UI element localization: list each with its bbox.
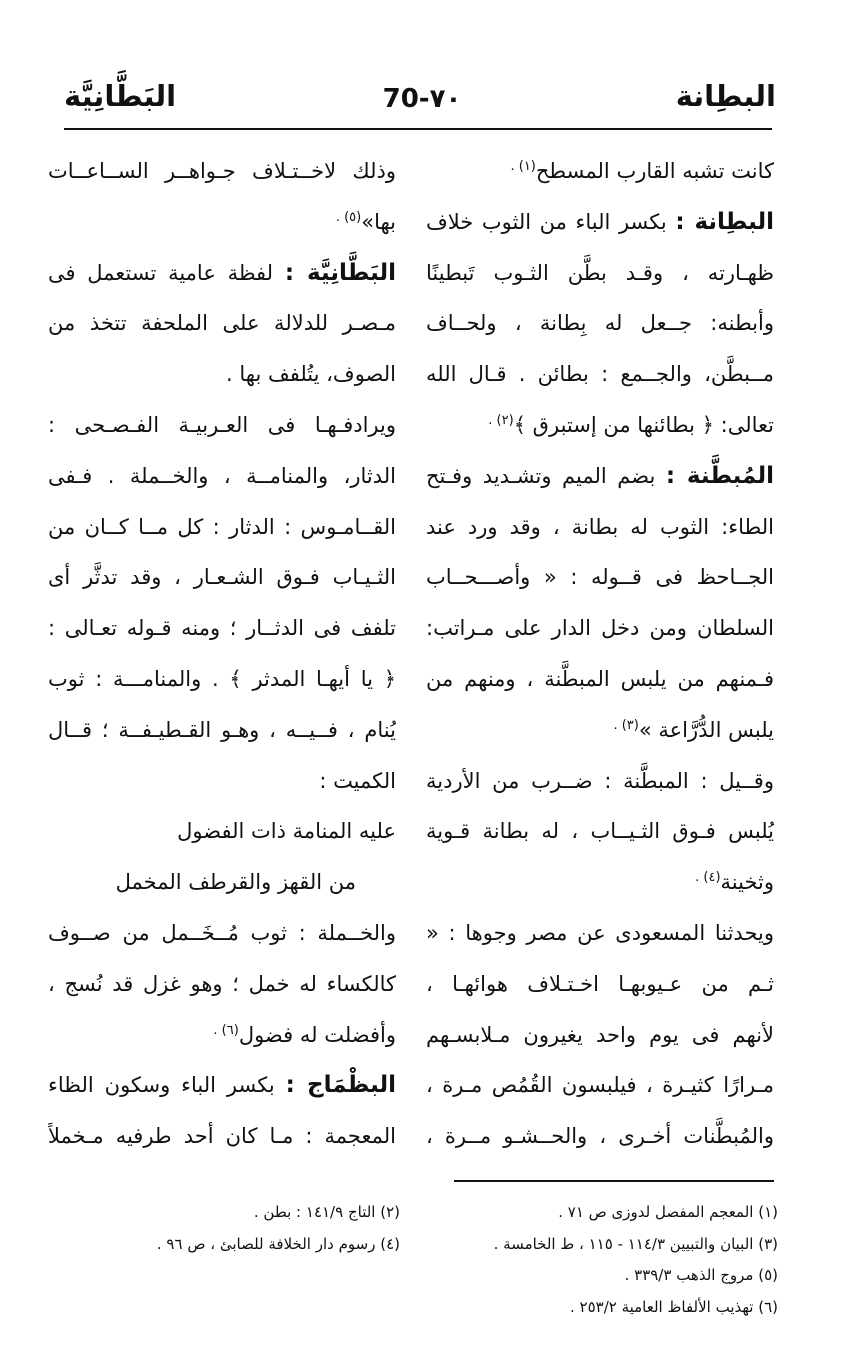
text-line: البَطَّانِيَّة : لفظة عامية تستعمل فى <box>48 259 396 286</box>
text-line: الدثار، والمنامــة ، والخــملة . فـفى <box>48 463 396 488</box>
text-line: تلفف فى الدثــار ؛ ومنه قـوله تعـالى : <box>48 616 396 641</box>
text-line: ويرادفـهـا فى العـربيـة الفـصـحى : <box>48 412 396 437</box>
text-line: القــامـوس : الدثار : كل مــا كــان من <box>48 514 396 539</box>
footnote-ref: (٢) . <box>488 412 514 428</box>
footnote-ref: (١) . <box>510 159 536 174</box>
text-line: كالكساء له خمل ؛ وهو غزل قد نُسج ، <box>48 971 396 996</box>
running-head-left: البَطَّانِيَّة <box>64 79 177 113</box>
left-column <box>48 146 396 1162</box>
text-line: الكميت : <box>319 768 396 793</box>
footnote-rule <box>454 1180 774 1182</box>
text-line: وذلك لاخــتـلاف جـواهــر الســاعــات <box>48 159 396 183</box>
text-line: وثخينة$^{(٤) .}$ <box>695 870 774 895</box>
running-head-right: البطِانة <box>675 79 776 113</box>
verse-line: من القهز والقرطف المخمل <box>115 870 356 895</box>
footnote-ref: (٦) . <box>213 1022 239 1038</box>
text-line: وأبطنه: جــعل له بِطانة ، ولحــاف <box>426 311 774 336</box>
text-line: مــبطَّن، والجــمع : بطائن . قـال الله <box>426 362 774 387</box>
footnotes-right <box>438 1197 778 1323</box>
entry-term: البطِانة : <box>675 208 774 235</box>
text-line: المُبطَّنة : بضم الميم وتشـديد وفـتح <box>426 462 774 489</box>
text-line: الصوف، يتُلفف بها . <box>226 362 396 387</box>
footnote: (١) المعجم المفصل لدوزى ص ٧١ . <box>558 1203 778 1221</box>
text-line: والخــملة : ثوب مُــخَــمل من صــوف <box>48 920 396 945</box>
text-line: البظْمَاج : بكسر الباء وسكون الظاء <box>48 1072 396 1099</box>
text-line: كانت تشبه القارب المسطح$^{(١) .}$ <box>510 159 774 183</box>
page-number: 70-٧٠ <box>382 84 462 114</box>
text-line: المعجمة : مـا كان أحد طرفيه مـخملاً <box>48 1124 396 1149</box>
entry-term: البظْمَاج : <box>285 1072 396 1099</box>
text-line: تعالى: ﴿ بطائنها من إستبرق ﴾$^{(٢) .}$ <box>488 412 774 437</box>
footnote-ref: (٣) . <box>613 717 639 733</box>
text-line: ويحدثنا المسعودى عن مصر وجوها : « <box>426 920 774 945</box>
text-line: لأنهم فى يوم واحد يغيرون مـلابسـهم <box>426 1022 774 1047</box>
footnote-ref: (٤) . <box>695 870 721 886</box>
entry-term: البَطَّانِيَّة : <box>284 259 396 286</box>
verse-line: عليه المنامة ذات الفضول <box>177 819 396 844</box>
text-line: بها»$^{(٥) .}$ <box>335 209 396 234</box>
footnote: (٦) تهذيب الألفاظ العامية ٢٥٣/٢ . <box>569 1297 778 1316</box>
text-line: مـصـر للدلالة على الملحفة تتخذ من <box>48 311 396 336</box>
text-line: ﴿ يا أيهـا المدثر ﴾ . والمنامـــة : ثوب <box>48 666 396 691</box>
text-line: مـرارًا كثيـرة ، فيلبسون القُمُص مـرة ، <box>426 1073 774 1098</box>
footnote-ref: (٥) . <box>335 209 362 225</box>
footnotes-left <box>60 1197 400 1260</box>
text-line: ظهـارته ، وقـد بطَّن الثـوب تَبطينًا <box>426 260 774 285</box>
entry-term: المُبطَّنة : <box>665 462 774 489</box>
text-line: والمُبطَّنات أخـرى ، والحــشـو مــرة ، <box>426 1124 774 1149</box>
text-line: يُلبس فـوق الثـيــاب ، له بطانة قـوية <box>426 819 774 844</box>
footnote: (٢) التاج ١٤١/٩ : بطن . <box>253 1203 400 1221</box>
text-line: الجــاحظ فى قــوله : « وأصـــحــاب <box>426 565 774 590</box>
text-line: الثـيـاب فـوق الشـعـار ، وقد تدثَّر أى <box>48 565 396 590</box>
right-column <box>426 146 774 1162</box>
text-line: الطاء: الثوب له بطانة ، وقد ورد عند <box>426 514 774 539</box>
text-line: السلطان ومن دخل الدار على مـراتب: <box>426 616 774 641</box>
text-line: فـمنهم من يلبس المبطَّنة ، ومنهم من <box>426 666 774 691</box>
footnote: (٣) البيان والتبيين ١١٤/٣ - ١١٥ ، ط الخامسة . <box>493 1234 778 1253</box>
text-line: وقــيل : المبطَّنة : ضــرب من الأردية <box>426 768 774 793</box>
text-line: يُنام ، فــيــه ، وهـو القـطيـفــة ؛ قــال <box>48 717 396 742</box>
footnote: (٤) رسوم دار الخلافة للصابئ ، ص ٩٦ . <box>156 1234 400 1253</box>
footnote: (٥) مروج الذهب ٣٣٩/٣ . <box>624 1266 778 1284</box>
text-line: ثـم من عـيوبهـا اخـتـلاف هوائهـا ، <box>426 971 774 996</box>
text-line: البطِانة : بكسر الباء من الثوب خلاف <box>426 208 774 235</box>
text-line: يلبس الدُّرَّاعة »$^{(٣) .}$ <box>613 717 774 742</box>
text-line: وأفضلت له فضول$^{(٦) .}$ <box>213 1022 396 1047</box>
header-rule <box>64 128 772 130</box>
